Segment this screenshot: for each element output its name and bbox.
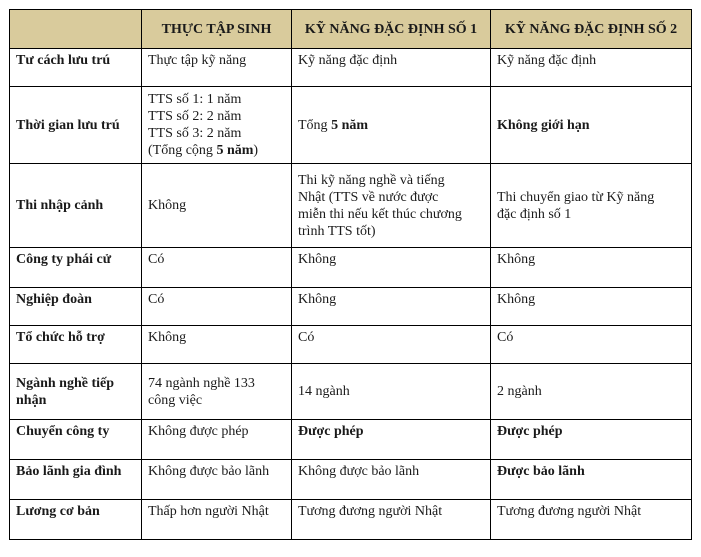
cell-value: Không (292, 248, 491, 288)
cell-line: TTS số 2: 2 năm (148, 109, 242, 124)
table-row (10, 164, 692, 248)
cell-value: Có (142, 288, 292, 326)
row-label: Tư cách lưu trú (10, 49, 142, 87)
cell-value: 2 ngành (491, 364, 692, 420)
header-ky-nang-dac-dinh-1: KỸ NĂNG ĐẶC ĐỊNH SỐ 1 (292, 10, 491, 49)
cell-line: Nhật (TTS về nước được (298, 189, 439, 205)
bold-fragment: Được phép (497, 424, 563, 439)
header-row (10, 10, 692, 49)
table-row (10, 87, 692, 164)
table-row (10, 326, 692, 364)
bold-fragment: Được bảo lãnh (497, 464, 585, 479)
cell-value: Thấp hơn người Nhật (142, 500, 292, 540)
table-row (10, 460, 692, 500)
cell-value: Có (142, 248, 292, 288)
cell-line: TTS số 3: 2 năm (148, 126, 242, 141)
table-row (10, 420, 692, 460)
cell-value (491, 164, 692, 248)
header-empty-cell (10, 10, 142, 49)
cell-value: Không (491, 248, 692, 288)
text-fragment: Tổng (298, 117, 332, 133)
cell-value (491, 87, 692, 164)
cell-line: Thi kỹ năng nghề và tiếng (298, 172, 445, 188)
cell-value: Không được bảo lãnh (292, 460, 491, 500)
cell-line: nhận (16, 392, 47, 408)
row-label: Lương cơ bản (10, 500, 142, 540)
cell-value: Không được phép (142, 420, 292, 460)
cell-value: Có (491, 326, 692, 364)
bold-fragment: 5 năm (216, 143, 254, 158)
row-label: Công ty phái cử (10, 248, 142, 288)
cell-line: 74 ngành nghề 133 (148, 375, 255, 391)
cell-value: Không (491, 288, 692, 326)
comparison-table (9, 9, 692, 540)
text-fragment: ) (253, 143, 259, 158)
table-row (10, 500, 692, 540)
row-label: Thời gian lưu trú (10, 87, 142, 164)
cell-line: Thi chuyển giao từ Kỹ năng (497, 189, 655, 205)
cell-line: TTS số 1: 1 năm (148, 92, 242, 107)
cell-value: 14 ngành (292, 364, 491, 420)
cell-value (491, 460, 692, 500)
row-label: Bảo lãnh gia đình (10, 460, 142, 500)
table-row (10, 248, 692, 288)
cell-value: Không (142, 326, 292, 364)
cell-value: Không được bảo lãnh (142, 460, 292, 500)
cell-value: Có (292, 326, 491, 364)
cell-value: Thực tập kỹ năng (142, 49, 292, 87)
text-fragment: (Tổng cộng (148, 143, 217, 158)
cell-value (491, 420, 692, 460)
row-label: Tổ chức hỗ trợ (10, 326, 142, 364)
table-row (10, 288, 692, 326)
cell-line: Ngành nghề tiếp (16, 375, 115, 391)
cell-value: Không (292, 288, 491, 326)
cell-line: miễn thi nếu kết thúc chương (298, 206, 462, 222)
header-ky-nang-dac-dinh-2: KỸ NĂNG ĐẶC ĐỊNH SỐ 2 (491, 10, 692, 49)
cell-value: Tương đương người Nhật (292, 500, 491, 540)
bold-fragment: Được phép (298, 424, 364, 439)
cell-line: trình TTS tốt) (298, 223, 376, 239)
header-thuc-tap-sinh: THỰC TẬP SINH (142, 10, 292, 49)
cell-value: Tương đương người Nhật (491, 500, 692, 540)
cell-line: đặc định số 1 (497, 206, 572, 222)
comparison-table-container (9, 9, 692, 540)
row-label: Thi nhập cảnh (10, 164, 142, 248)
table-row (10, 49, 692, 87)
row-label (10, 364, 142, 420)
cell-value (292, 87, 491, 164)
cell-value: Không (142, 164, 292, 248)
cell-line (148, 142, 285, 159)
cell-value (142, 87, 292, 164)
cell-value (292, 420, 491, 460)
cell-line: công việc (148, 392, 203, 408)
row-label: Nghiệp đoàn (10, 288, 142, 326)
table-row (10, 364, 692, 420)
bold-fragment: Không giới hạn (497, 117, 590, 133)
cell-value: Kỹ năng đặc định (292, 49, 491, 87)
cell-value (292, 164, 491, 248)
cell-value (142, 364, 292, 420)
bold-fragment: 5 năm (331, 117, 369, 133)
cell-value: Kỹ năng đặc định (491, 49, 692, 87)
row-label: Chuyển công ty (10, 420, 142, 460)
